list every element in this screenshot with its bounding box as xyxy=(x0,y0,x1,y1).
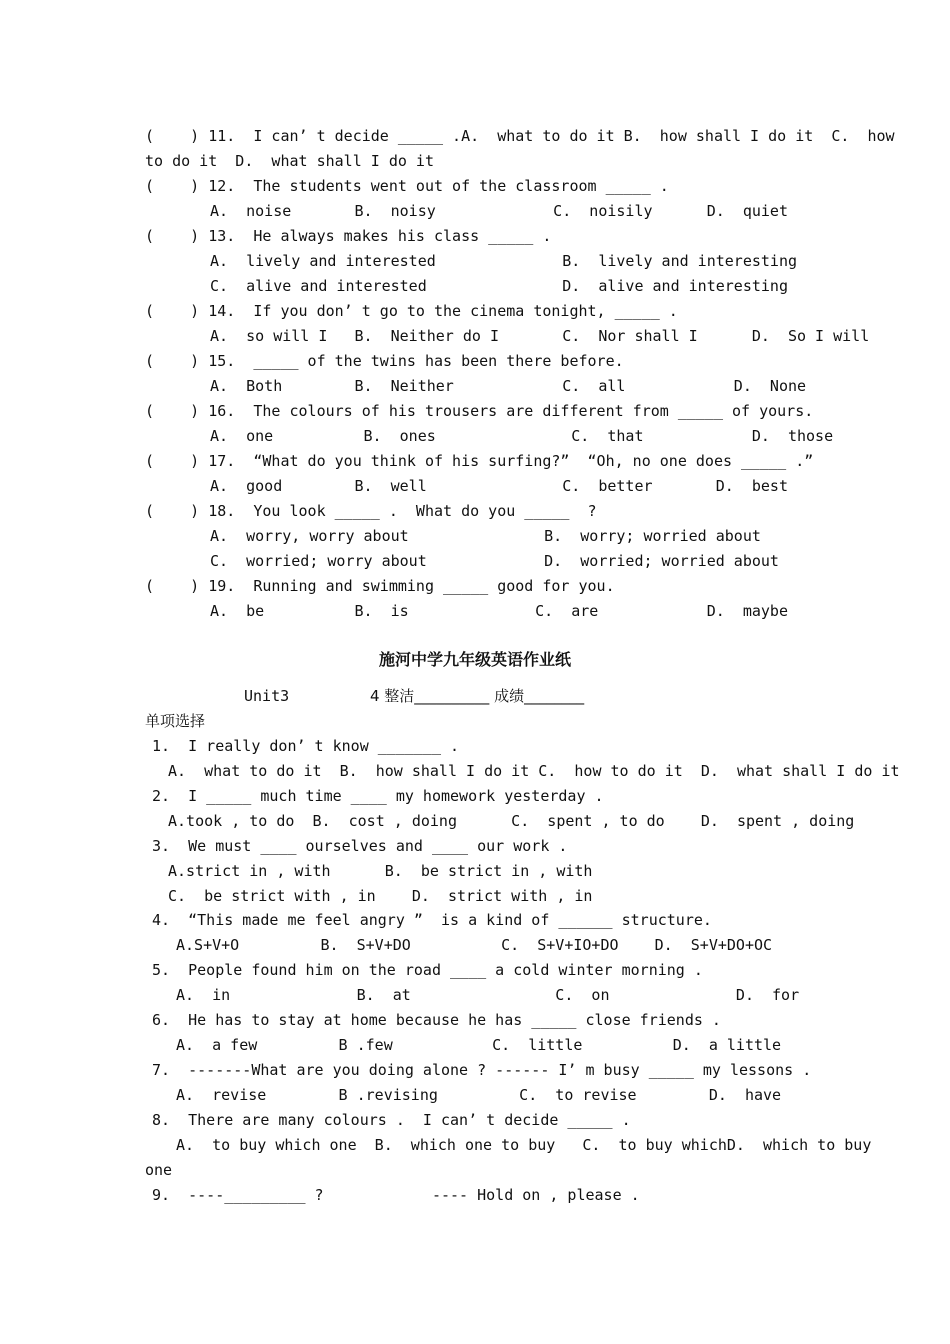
s2-question-9: 9. ----_________ ? ---- Hold on , please . xyxy=(152,1186,640,1204)
s2-question-4-options: A.S+V+O B. S+V+DO C. S+V+IO+DO D. S+V+DO+OC xyxy=(176,936,773,954)
s2-question-8: 8. There are many colours . I can’ t decide _____ . xyxy=(152,1111,631,1129)
question-13: ( ) 13. He always makes his class _____ . xyxy=(145,227,552,245)
question-15-options: A. Both B. Neither C. all D. None xyxy=(210,377,807,395)
question-11-cont: to do it D. what shall I do it xyxy=(145,152,434,170)
question-18: ( ) 18. You look _____ . What do you _____ ? xyxy=(145,502,597,520)
s2-question-7: 7. -------What are you doing alone ? ------ I’ m busy _____ my lessons . xyxy=(152,1061,812,1079)
question-14-options: A. so will I B. Neither do I C. Nor shall I D. So I will xyxy=(210,327,870,345)
worksheet-title: 施河中学九年级英语作业纸 xyxy=(378,650,571,669)
question-13-options-ab: A. lively and interested B. lively and interesting xyxy=(210,252,797,270)
question-17-options: A. good B. well C. better D. best xyxy=(210,477,788,495)
s2-question-2: 2. I _____ much time ____ my homework yesterday . xyxy=(152,787,604,805)
unit-label: Unit3 xyxy=(244,687,290,705)
s2-question-8-options: A. to buy which one B. which one to buy C. to buy whichD. which to buy xyxy=(176,1136,872,1154)
s2-question-3-options-cd: C. be strict with , in D. strict with , in xyxy=(168,887,593,905)
s2-question-5: 5. People found him on the road ____ a cold winter morning . xyxy=(152,961,703,979)
question-19: ( ) 19. Running and swimming _____ good for you. xyxy=(145,577,615,595)
question-15: ( ) 15. _____ of the twins has been there before. xyxy=(145,352,624,370)
question-16: ( ) 16. The colours of his trousers are different from _____ of yours. xyxy=(145,402,814,420)
question-16-options: A. one B. ones C. that D. those xyxy=(210,427,834,445)
s2-question-6-options: A. a few B .few C. little D. a little xyxy=(176,1036,782,1054)
question-14: ( ) 14. If you don’ t go to the cinema tonight, _____ . xyxy=(145,302,678,320)
question-19-options: A. be B. is C. are D. maybe xyxy=(210,602,788,620)
section-heading: 单项选择 xyxy=(145,712,206,730)
question-12: ( ) 12. The students went out of the classroom _____ . xyxy=(145,177,669,195)
s2-question-8-options-cont: one xyxy=(145,1161,173,1179)
s2-question-3-options-ab: A.strict in , with B. be strict in , with xyxy=(168,862,593,880)
question-18-options-ab: A. worry, worry about B. worry; worried about xyxy=(210,527,761,545)
s2-question-2-options: A.took , to do B. cost , doing C. spent , to do D. spent , doing xyxy=(168,812,855,830)
s2-question-4: 4. “This made me feel angry ” is a kind of ______ structure. xyxy=(152,911,712,929)
question-12-options: A. noise B. noisy C. noisily D. quiet xyxy=(210,202,788,220)
question-17: ( ) 17. “What do you think of his surfing?” “Oh, no one does _____ .” xyxy=(145,452,814,470)
question-11: ( ) 11. I can’ t decide _____ .A. what to do it B. how shall I do it C. how xyxy=(145,127,895,145)
s2-question-1: 1. I really don’ t know _______ . xyxy=(152,737,460,755)
s2-question-3: 3. We must ____ ourselves and ____ our work . xyxy=(152,837,568,855)
s2-question-1-options: A. what to do it B. how shall I do it C. how to do it D. what shall I do it xyxy=(168,762,900,780)
s2-question-5-options: A. in B. at C. on D. for xyxy=(176,986,800,1004)
score-info: 4 整洁__________ 成绩________ xyxy=(370,687,585,705)
s2-question-6: 6. He has to stay at home because he has _____ close friends . xyxy=(152,1011,721,1029)
question-18-options-cd: C. worried; worry about D. worried; worried about xyxy=(210,552,779,570)
s2-question-7-options: A. revise B .revising C. to revise D. have xyxy=(176,1086,782,1104)
question-13-options-cd: C. alive and interested D. alive and interesting xyxy=(210,277,788,295)
